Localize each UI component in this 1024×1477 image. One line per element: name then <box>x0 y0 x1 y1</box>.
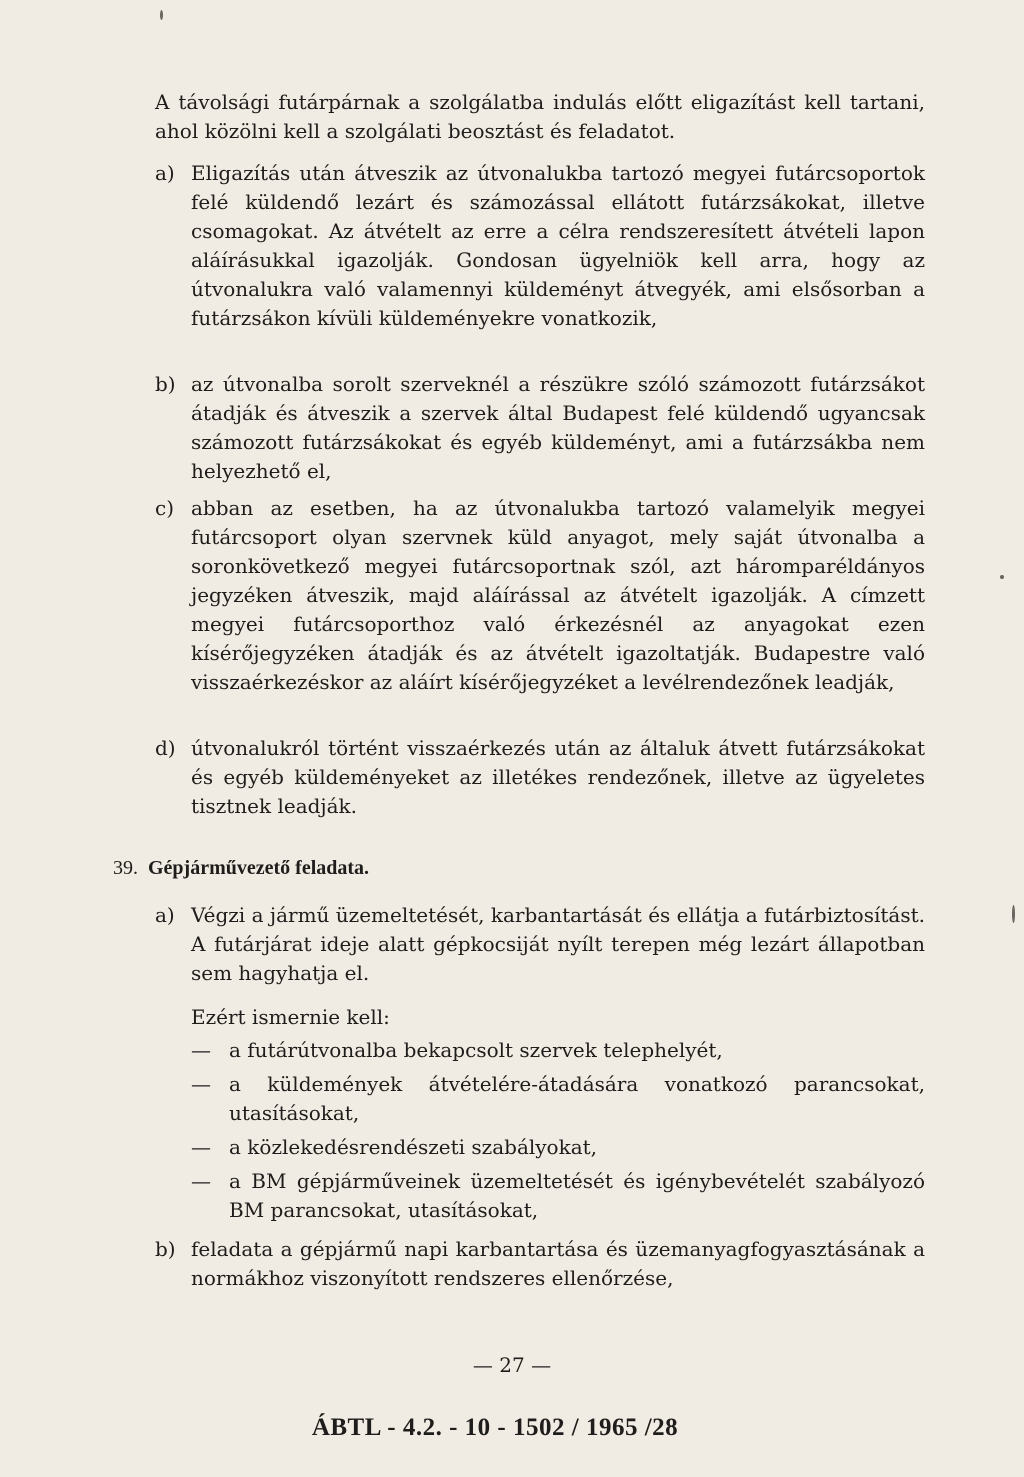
dash-item <box>191 1133 925 1162</box>
list-label: c) <box>155 496 175 520</box>
list-text: Végzi a jármű üzemeltetését, karbantartását és ellátja a futárbiztosítást. A futárjárat ideje alatt gépkocsiját nyílt terepen még lezárt állapotban sem hagyhatja el. <box>191 903 925 985</box>
dash-item <box>191 1036 925 1065</box>
list-text: Eligazítás után átveszik az útvonalukba tartozó megyei futárcsoportok felé küldendő lezárt és számozással ellátott futárzsákokat, illetve csomagokat. Az átvételt az erre a célra rendszeresített átvételi lapon aláírásukkal igazolják. Gondosan ügyelniök kell arra, hogy az útvonalukra való valamennyi küldeményt átvegyék, ami elsősorban a futárzsákon kívüli küldeményekre vonatkozik, <box>191 161 925 330</box>
list-label: b) <box>155 1237 176 1261</box>
list-label: a) <box>155 161 175 185</box>
dash-text: a futárútvonalba bekapcsolt szervek telephelyét, <box>229 1038 723 1062</box>
must-know-line: Ezért ismernie kell: <box>191 1005 390 1029</box>
section-item-b <box>155 1235 925 1293</box>
dash-mark: — <box>191 1135 211 1159</box>
list-item-b <box>155 370 925 486</box>
list-text: feladata a gépjármű napi karbantartása és üzemanyagfogyasztásának a normákhoz viszonyított rendszeres ellenőrzése, <box>191 1237 925 1290</box>
scan-speck <box>1012 905 1015 923</box>
section-title: Gépjárművezető feladata. <box>148 857 370 879</box>
list-text: útvonalukról történt visszaérkezés után az általuk átvett futárzsákokat és egyéb küldeményeket az illetékes rendezőnek, illetve az ügyeletes tisztnek leadják. <box>191 736 925 818</box>
page-number: — 27 — <box>472 1353 552 1377</box>
dash-item <box>191 1167 925 1225</box>
dash-mark: — <box>191 1038 211 1062</box>
intro-paragraph: A távolsági futárpárnak a szolgálatba indulás előtt eligazítást kell tartani, ahol közölni kell a szolgálati beosztást és feladatot. <box>155 90 925 143</box>
list-label: b) <box>155 372 176 396</box>
list-text: az útvonalba sorolt szerveknél a részükre szóló számozott futárzsákot átadják és átveszik a szervek által Budapest felé küldendő ugyancsak számozott futárzsákokat és egyéb küldeményt, ami a futárzsákba nem helyezhető el, <box>191 372 925 483</box>
section-heading <box>113 854 369 883</box>
list-item-d <box>155 734 925 821</box>
scan-speck <box>160 10 163 20</box>
scan-speck <box>1000 575 1004 579</box>
dash-mark: — <box>191 1169 211 1193</box>
dash-text: a BM gépjárműveinek üzemeltetését és igénybevételét szabályozó BM parancsokat, utasításokat, <box>229 1169 925 1222</box>
archive-reference: ÁBTL - 4.2. - 10 - 1502 / 1965 /28 <box>311 1414 679 1441</box>
dash-text: a közlekedésrendészeti szabályokat, <box>229 1135 598 1159</box>
dash-item <box>191 1070 925 1128</box>
section-number: 39. <box>113 857 138 879</box>
dash-mark: — <box>191 1072 211 1096</box>
dash-text: a küldemények átvételére-átadására vonatkozó parancsokat, utasításokat, <box>229 1072 925 1125</box>
list-text: abban az esetben, ha az útvonalukba tartozó valamelyik megyei futárcsoport olyan szervnek küld anyagot, mely saját útvonalba a soronkövetkező megyei futárcsoportnak szól, azt háromparéldányos jegyzéken átveszik, majd aláírással az átvételt igazolják. A címzett megyei futárcsoporthoz való érkezésnél az anyagokat ezen kísérőjegyzéken átadják és az átvételt igazoltatják. Budapestre való visszaérkezéskor az aláírt kísérőjegyzéket a levélrendezőnek leadják, <box>191 496 925 694</box>
section-item-a <box>155 901 925 988</box>
list-item-c <box>155 494 925 697</box>
list-label: a) <box>155 903 175 927</box>
list-label: d) <box>155 736 176 760</box>
list-item-a <box>155 159 925 333</box>
